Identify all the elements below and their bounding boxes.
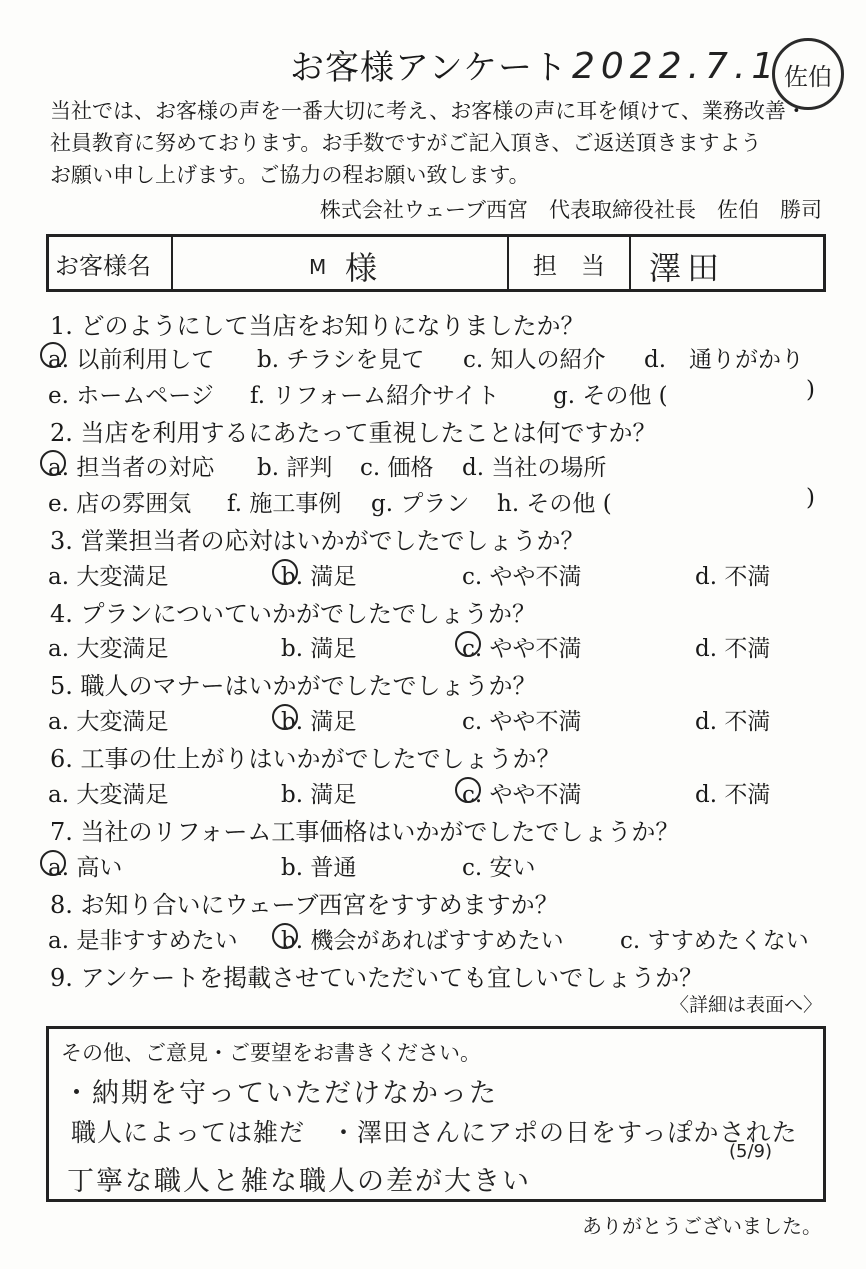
question-7-title: 7. 当社のリフォーム工事価格はいかがでしたでしょうか？ — [50, 818, 680, 846]
q5-option-c: c. やや不満 — [462, 709, 582, 735]
q6-option-d: d. 不満 — [695, 782, 771, 808]
q4-option-b: b. 満足 — [281, 636, 357, 662]
comment-line-1: ・納期を守っていただけなかった — [63, 1078, 498, 1109]
q1-option-g-close: ) — [806, 377, 815, 403]
q5-answer-circle — [272, 704, 298, 730]
q2-option-a: a. 担当者の対応 — [48, 455, 215, 481]
q8-answer-circle — [272, 923, 298, 949]
question-5-title: 5. 職人のマナーはいかがでしたでしょうか？ — [50, 672, 537, 700]
customer-table — [46, 234, 826, 292]
company-signature: 株式会社ウェーブ西宮 代表取締役社長 佐伯 勝司 — [319, 198, 822, 222]
customer-name-label: お客様名 — [55, 251, 151, 280]
staff-value: 澤田 — [649, 249, 726, 287]
q1-option-b: b. チラシを見て — [257, 347, 425, 373]
comment-prompt: その他、ご意見・ご要望をお書きください。 — [61, 1041, 481, 1065]
q2-option-h: h. その他 ( — [497, 491, 612, 517]
q2-option-b: b. 評判 — [257, 455, 333, 481]
q5-option-b: b. 満足 — [281, 709, 357, 735]
question-4-title: 4. プランについていかがでしたでしょうか？ — [50, 600, 537, 628]
staff-field — [629, 237, 823, 289]
q7-option-a: a. 高い — [48, 855, 123, 881]
q6-option-b: b. 満足 — [281, 782, 357, 808]
q1-option-d: d. 通りがかり — [644, 347, 805, 373]
q8-option-c: c. すすめたくない — [620, 928, 809, 954]
q6-option-a: a. 大変満足 — [48, 782, 169, 808]
comment-line-3: (5/9) — [729, 1141, 773, 1162]
q7-option-b: b. 普通 — [281, 855, 357, 881]
question-1-title: 1. どのようにして当店をお知りになりましたか？ — [50, 312, 585, 340]
q3-answer-circle — [272, 559, 298, 585]
detail-note: 〈詳細は表面へ〉 — [669, 994, 822, 1016]
q2-answer-circle — [40, 450, 66, 476]
q2-option-d: d. 当社の場所 — [462, 455, 607, 481]
question-6-title: 6. 工事の仕上がりはいかがでしたでしょうか？ — [50, 745, 561, 773]
q1-answer-circle — [40, 342, 66, 368]
q6-answer-circle — [455, 777, 481, 803]
q6-option-c: c. やや不満 — [462, 782, 582, 808]
comment-line-4: 丁寧な職人と雑な職人の差が大きい — [67, 1166, 531, 1197]
seal-stamp-text: 佐伯 — [784, 62, 832, 91]
q4-option-c: c. やや不満 — [462, 636, 582, 662]
customer-name-value: M — [309, 255, 327, 279]
closing-text: ありがとうございました。 — [582, 1214, 822, 1238]
q1-option-e: e. ホームページ — [48, 383, 214, 409]
q2-option-c: c. 価格 — [360, 455, 434, 481]
intro-line-1: 当社では、お客様の声を一番大切に考え、お客様の声に耳を傾けて、業務改善・ — [50, 99, 807, 123]
q1-option-g: g. その他 ( — [553, 383, 668, 409]
q1-option-f: f. リフォーム紹介サイト — [250, 383, 500, 409]
customer-name-field — [171, 237, 507, 289]
q3-option-a: a. 大変満足 — [48, 564, 169, 590]
q2-option-e: e. 店の雰囲気 — [48, 491, 192, 517]
q5-option-d: d. 不満 — [695, 709, 771, 735]
intro-line-3: お願い申し上げます。ご協力の程お願い致します。 — [50, 163, 530, 187]
comment-box — [46, 1026, 826, 1202]
customer-name-suffix: 様 — [345, 249, 378, 287]
q3-option-d: d. 不満 — [695, 564, 771, 590]
intro-line-2: 社員教育に努めております。お手数ですがご記入頂き、ご返送頂きますよう — [50, 131, 762, 155]
q5-option-a: a. 大変満足 — [48, 709, 169, 735]
q4-option-d: d. 不満 — [695, 636, 771, 662]
q3-option-c: c. やや不満 — [462, 564, 582, 590]
q8-option-b: b. 機会があればすすめたい — [281, 928, 564, 954]
q2-option-f: f. 施工事例 — [227, 491, 342, 517]
q7-option-c: c. 安い — [462, 855, 536, 881]
comment-line-2: 職人によっては雑だ ・澤田さんにアポの日をすっぽかされた — [71, 1118, 798, 1147]
q4-option-a: a. 大変満足 — [48, 636, 169, 662]
handwritten-date: 2022.7.1 — [572, 46, 781, 87]
q8-option-a: a. 是非すすめたい — [48, 928, 238, 954]
q7-answer-circle — [40, 850, 66, 876]
question-9-title: 9. アンケートを掲載させていただいても宜しいでしょうか？ — [50, 964, 704, 992]
q2-option-g: g. プラン — [371, 491, 470, 517]
survey-title: お客様アンケート — [290, 48, 568, 88]
q2-option-h-close: ) — [806, 485, 815, 511]
q3-option-b: b. 満足 — [281, 564, 357, 590]
q4-answer-circle — [455, 631, 481, 657]
staff-label: 担 当 — [507, 237, 629, 289]
question-2-title: 2. 当店を利用するにあたって重視したことは何ですか？ — [50, 419, 657, 447]
q1-option-a: a. 以前利用して — [48, 347, 215, 373]
q1-option-c: c. 知人の紹介 — [463, 347, 606, 373]
question-8-title: 8. お知り合いにウェーブ西宮をすすめますか？ — [50, 891, 559, 919]
question-3-title: 3. 営業担当者の応対はいかがでしたでしょうか？ — [50, 527, 585, 555]
